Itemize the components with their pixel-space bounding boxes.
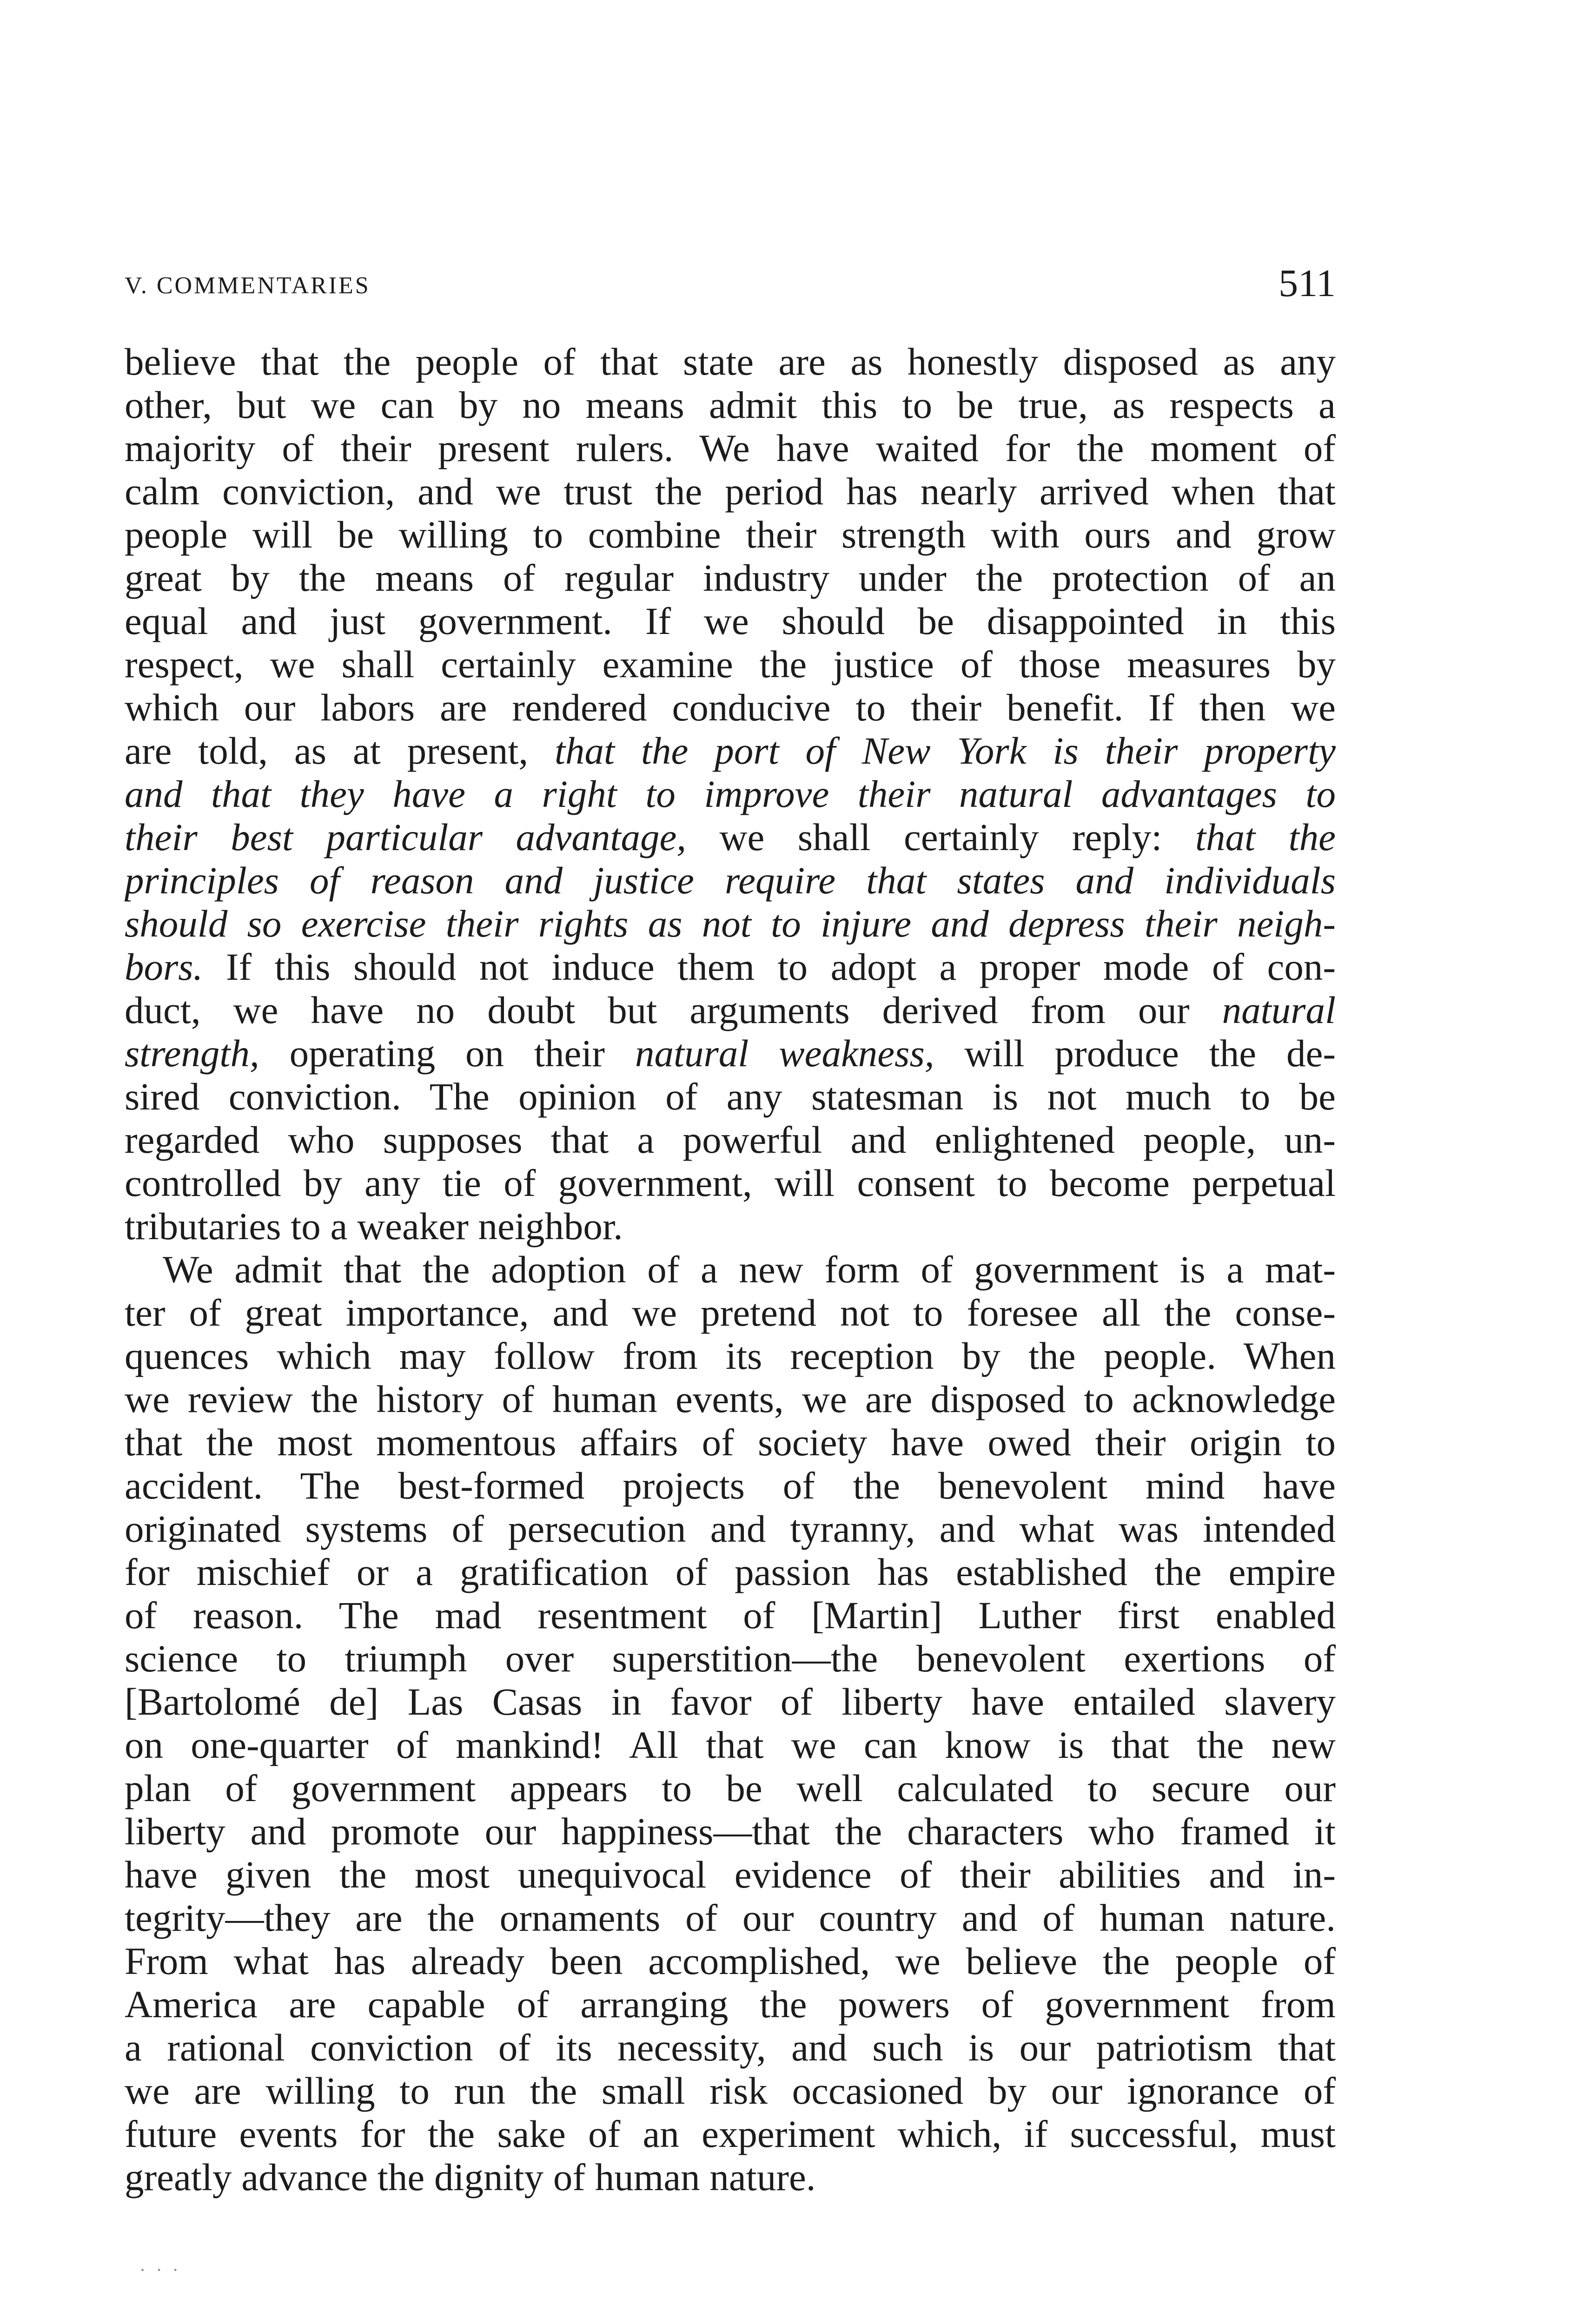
text-line: have given the most unequivocal evidence of their abilities and in- [125, 1853, 1336, 1896]
text-line: sired conviction. The opinion of any statesman is not much to be [125, 1075, 1336, 1118]
italic-text: that the port of New York is their property [555, 729, 1336, 772]
italic-text: natural weakness, [635, 1032, 934, 1075]
text-line: plan of government appears to be well calculated to secure our [125, 1767, 1336, 1809]
italic-text: bors. [125, 945, 203, 988]
text-line: regarded who supposes that a powerful and enlightened people, un- [125, 1118, 1336, 1161]
italic-text: and that they have a right to improve their natural advantages to [125, 772, 1336, 815]
text-line: equal and just government. If we should be disappointed in this [125, 600, 1336, 642]
roman-text: we shall certainly reply: [686, 816, 1195, 858]
text-line: originated systems of persecution and tyranny, and what was intended [125, 1507, 1336, 1550]
text-line: for mischief or a gratification of passion has established the empire [125, 1551, 1336, 1593]
roman-text: will produce the de- [934, 1032, 1336, 1075]
text-line: liberty and promote our happiness—that the characters who framed it [125, 1810, 1336, 1853]
text-line: respect, we shall certainly examine the justice of those measures by [125, 643, 1336, 686]
text-line [125, 1032, 1336, 1075]
text-line: calm conviction, and we trust the period has nearly arrived when that [125, 470, 1336, 513]
text-line: of reason. The mad resentment of [Martin] Luther first enabled [125, 1594, 1336, 1637]
roman-text: are told, as at present, [125, 729, 555, 772]
text-line [125, 945, 1336, 989]
print-specks: · · · [139, 2259, 181, 2280]
text-line: accident. The best-formed projects of the benevolent mind have [125, 1464, 1336, 1507]
text-line: greatly advance the dignity of human nature. [125, 2156, 816, 2199]
text-line: other, but we can by no means admit this to be true, as respects a [125, 383, 1336, 426]
text-line: on one-quarter of mankind! All that we can know is that the new [125, 1723, 1336, 1766]
roman-text: duct, we have no doubt but arguments derived from our [125, 989, 1222, 1031]
text-line: tributaries to a weaker neighbor. [125, 1205, 623, 1248]
roman-text: If this should not induce them to adopt a proper mode of con- [203, 945, 1336, 988]
text-line [125, 729, 1336, 772]
text-line: future events for the sake of an experiment which, if successful, must [125, 2113, 1336, 2155]
text-line: quences which may follow from its reception by the people. When [125, 1334, 1336, 1377]
body-text [125, 340, 1336, 2199]
italic-text: natural [1222, 989, 1336, 1031]
text-line: controlled by any tie of government, will consent to become perpetual [125, 1162, 1336, 1204]
text-line: people will be willing to combine their strength with ours and grow [125, 513, 1336, 556]
page-number: 511 [1279, 262, 1336, 305]
text-line: great by the means of regular industry under the protection of an [125, 556, 1336, 599]
text-line: America are capable of arranging the powers of government from [125, 1983, 1336, 2026]
text-line: a rational conviction of its necessity, and such is our patriotism that [125, 2026, 1336, 2069]
text-line: We admit that the adoption of a new form of government is a mat- [163, 1248, 1336, 1291]
text-line: we review the history of human events, we are disposed to acknowledge [125, 1378, 1336, 1420]
text-line: majority of their present rulers. We have waited for the moment of [125, 427, 1336, 469]
section-title: V. COMMENTARIES [125, 272, 371, 299]
text-line: ter of great importance, and we pretend not to foresee all the conse- [125, 1291, 1336, 1334]
text-line [125, 772, 1336, 816]
italic-text: strength, [125, 1032, 259, 1075]
text-line: believe that the people of that state are as honestly disposed as any [125, 340, 1336, 383]
running-head [125, 258, 1336, 314]
text-line [125, 859, 1336, 902]
text-line: tegrity—they are the ornaments of our country and of human nature. [125, 1896, 1336, 1939]
text-line: that the most momentous affairs of society have owed their origin to [125, 1421, 1336, 1464]
text-line [125, 902, 1336, 945]
text-line: From what has already been accomplished, we believe the people of [125, 1940, 1336, 1982]
text-line [125, 989, 1336, 1032]
text-line: [Bartolomé de] Las Casas in favor of liberty have entailed slavery [125, 1680, 1336, 1723]
text-line: which our labors are rendered conducive to their benefit. If then we [125, 686, 1336, 729]
italic-text: principles of reason and justice require that states and individuals [125, 859, 1336, 902]
text-line [125, 816, 1336, 859]
italic-text: that the [1195, 816, 1336, 858]
roman-text: operating on their [259, 1032, 635, 1075]
italic-text: their best particular advantage, [125, 816, 687, 858]
italic-text: should so exercise their rights as not to injure and depress their neigh- [125, 902, 1336, 945]
text-line: we are willing to run the small risk occasioned by our ignorance of [125, 2069, 1336, 2112]
text-line: science to triumph over superstition—the benevolent exertions of [125, 1637, 1336, 1680]
